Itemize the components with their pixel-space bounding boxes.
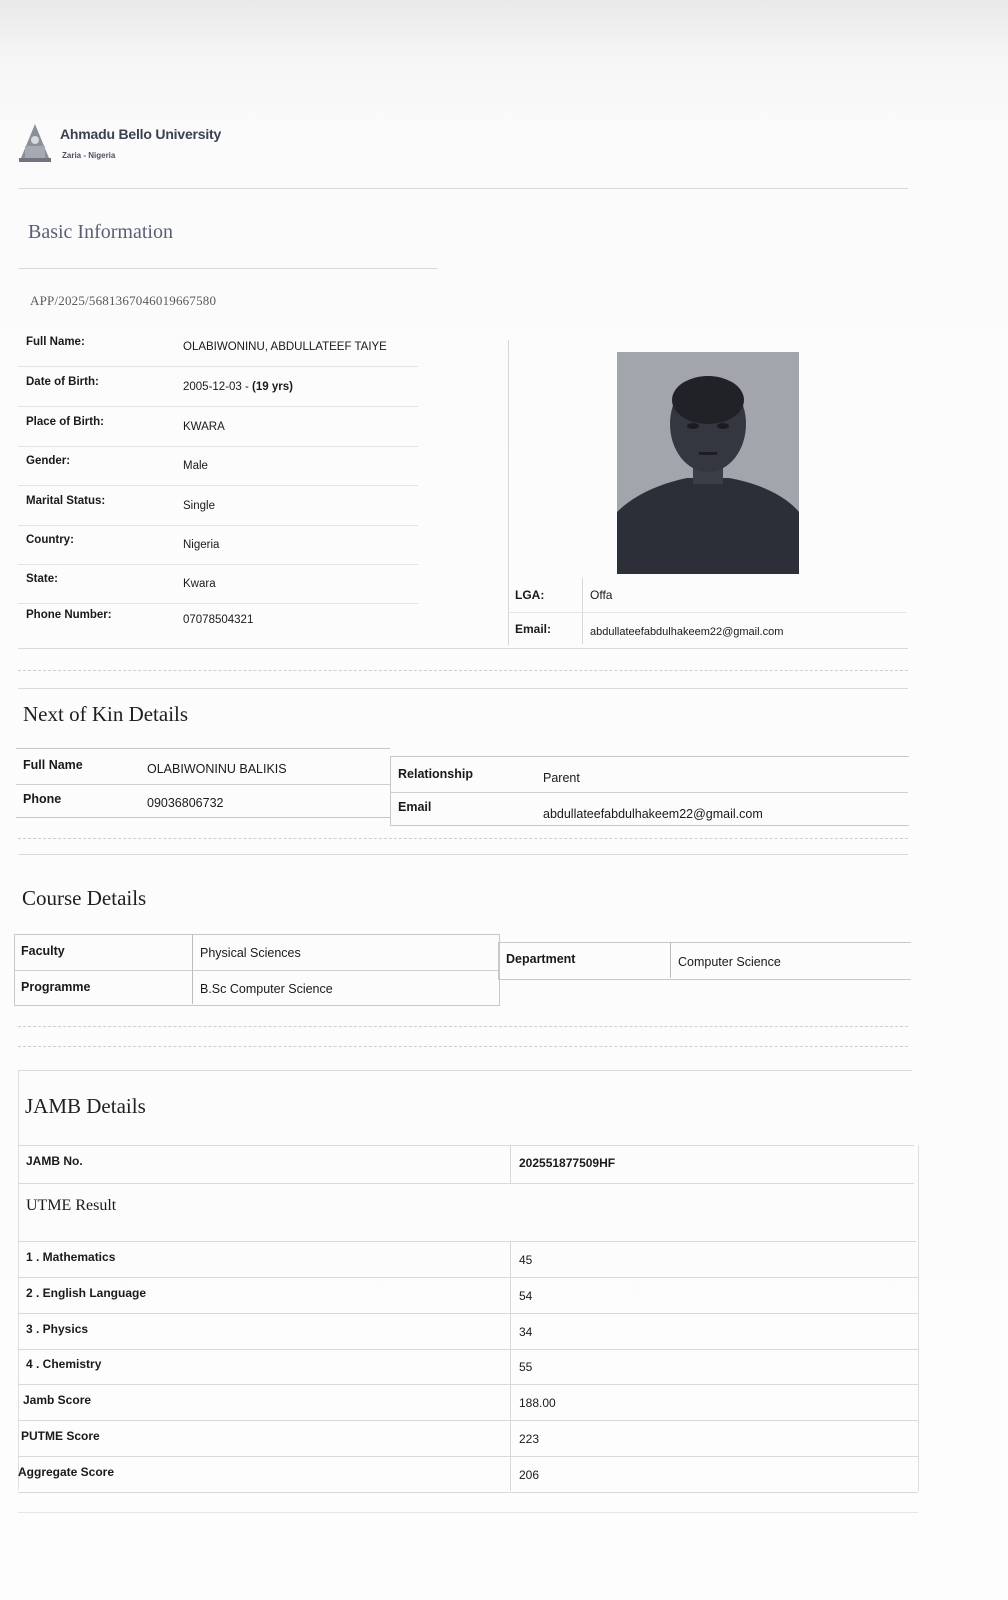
faculty-value: Physical Sciences — [200, 946, 301, 960]
utme-row-line — [18, 1277, 918, 1278]
utme-row-value: 223 — [519, 1432, 540, 1446]
basic-field-value — [183, 614, 253, 626]
basic-row-line — [18, 525, 418, 526]
utme-row-label: PUTME Score — [21, 1429, 100, 1443]
kin-relationship-value: Parent — [543, 771, 580, 785]
lga-row-line — [510, 612, 906, 613]
course-spacer-line — [18, 1026, 908, 1027]
applicant-photo — [617, 352, 799, 574]
basic-field-label: Full Name: — [26, 336, 85, 348]
department-label: Department — [506, 952, 576, 966]
programme-label: Programme — [21, 980, 91, 994]
basic-column-divider — [508, 340, 509, 645]
page-bottom-line — [18, 1512, 918, 1513]
application-number: APP/2025/5681367046019667580 — [30, 293, 217, 308]
basic-field-label: Date of Birth: — [26, 376, 99, 388]
basic-info-title: Basic Information — [28, 221, 173, 243]
kin-email-value: abdullateefabdulhakeem22@gmail.com — [543, 807, 763, 821]
basic-row-line — [18, 485, 418, 486]
lga-value: Offa — [590, 588, 613, 602]
utme-row-value: 188.00 — [519, 1396, 556, 1410]
faculty-label: Faculty — [21, 944, 65, 958]
kin-top-divider — [18, 688, 908, 689]
basic-field-label: Gender: — [26, 455, 71, 467]
kin-title: Next of Kin Details — [23, 702, 189, 726]
email-value: abdullateefabdulhakeem22@gmail.com — [590, 626, 784, 638]
jamb-title: JAMB Details — [25, 1094, 146, 1118]
utme-title-divider — [18, 1241, 916, 1242]
kin-right-row-line — [390, 792, 908, 793]
basic-field-value-text: Kwara — [183, 578, 216, 590]
course-title: Course Details — [22, 886, 147, 910]
basic-field-label: Place of Birth: — [26, 416, 104, 428]
basic-title-divider — [18, 268, 438, 269]
utme-row-line — [18, 1420, 918, 1421]
jamb-right-border — [918, 1145, 919, 1491]
utme-row-line — [18, 1349, 918, 1350]
utme-row-value: 206 — [519, 1468, 540, 1482]
email-label: Email: — [515, 622, 552, 636]
kin-fullname-value: OLABIWONINU BALIKIS — [147, 762, 287, 776]
basic-field-value — [183, 578, 216, 590]
basic-field-value — [183, 341, 387, 353]
lga-label: LGA: — [515, 588, 545, 602]
university-logo-icon — [16, 122, 54, 164]
portrait-icon — [617, 352, 799, 574]
utme-row-value: 55 — [519, 1360, 533, 1374]
header-divider — [18, 188, 908, 189]
basic-field-value — [183, 421, 225, 433]
basic-field-value-text: Single — [183, 500, 215, 512]
utme-result-title: UTME Result — [26, 1197, 117, 1214]
course-top-divider — [18, 854, 908, 855]
jamb-left-border — [18, 1070, 19, 1490]
basic-field-value — [183, 460, 208, 472]
basic-field-value — [183, 381, 293, 393]
kin-left-row-line — [16, 784, 390, 785]
basic-row-line — [18, 406, 418, 407]
utme-row-line — [18, 1384, 918, 1385]
lga-divider — [582, 578, 583, 644]
basic-row-line — [18, 446, 418, 447]
utme-col-line — [510, 1241, 511, 1491]
utme-row-value: 34 — [519, 1325, 533, 1339]
basic-field-value — [183, 500, 215, 512]
basic-row-line — [18, 366, 418, 367]
jamb-top-divider — [18, 1070, 912, 1071]
jamb-no-col-line — [510, 1145, 511, 1183]
basic-field-value-text: Male — [183, 460, 208, 472]
jamb-no-value: 202551877509HF — [519, 1156, 616, 1170]
jamb-title-divider — [18, 1145, 914, 1146]
jamb-no-divider — [18, 1183, 914, 1184]
utme-row-line — [18, 1313, 918, 1314]
basic-field-label: Country: — [26, 534, 74, 546]
kin-spacer-line — [18, 838, 908, 839]
basic-field-value-text: KWARA — [183, 421, 225, 433]
basic-row-line — [18, 603, 418, 604]
utme-row-label: 2 . English Language — [26, 1286, 147, 1300]
basic-field-value-text: OLABIWONINU, ABDULLATEEF TAIYE — [183, 341, 387, 353]
kin-email-label: Email — [398, 800, 432, 814]
course-left-col-line — [192, 934, 193, 1004]
programme-value: B.Sc Computer Science — [200, 982, 333, 996]
utme-row-label: 3 . Physics — [26, 1322, 89, 1336]
utme-row-label: 1 . Mathematics — [26, 1250, 116, 1264]
course-left-row-line — [14, 970, 498, 971]
jamb-no-label: JAMB No. — [26, 1154, 83, 1168]
kin-phone-value: 09036806732 — [147, 796, 224, 810]
utme-row-value: 54 — [519, 1289, 533, 1303]
basic-field-value-text: 07078504321 — [183, 614, 254, 626]
utme-row-label: 4 . Chemistry — [26, 1357, 102, 1371]
university-location: Zaria - Nigeria — [62, 151, 116, 160]
university-name: Ahmadu Bello University — [60, 126, 222, 142]
utme-row-line — [18, 1456, 918, 1457]
basic-field-label: Marital Status: — [26, 495, 106, 507]
basic-field-value — [183, 539, 219, 551]
utme-row-label: Aggregate Score — [18, 1465, 115, 1479]
utme-row-label: Jamb Score — [23, 1393, 92, 1407]
age-badge: (19 yrs) — [252, 381, 293, 393]
course-right-col-line — [670, 942, 671, 978]
kin-relationship-label: Relationship — [398, 767, 474, 781]
university-header — [16, 120, 436, 168]
kin-phone-label: Phone — [23, 792, 62, 806]
basic-field-value-text: Nigeria — [183, 539, 220, 551]
basic-field-label: State: — [26, 573, 58, 585]
basic-field-value-text: 2005-12-03 - — [183, 381, 253, 393]
course-spacer-line-2 — [18, 1046, 908, 1047]
basic-row-line — [18, 564, 418, 565]
utme-row-value: 45 — [519, 1253, 533, 1267]
kin-fullname-label: Full Name — [23, 758, 83, 772]
department-value: Computer Science — [678, 955, 781, 969]
basic-field-label: Phone Number: — [26, 609, 112, 621]
basic-spacer-line — [18, 670, 908, 671]
basic-bottom-divider — [18, 648, 908, 649]
utme-row-line — [18, 1492, 918, 1493]
